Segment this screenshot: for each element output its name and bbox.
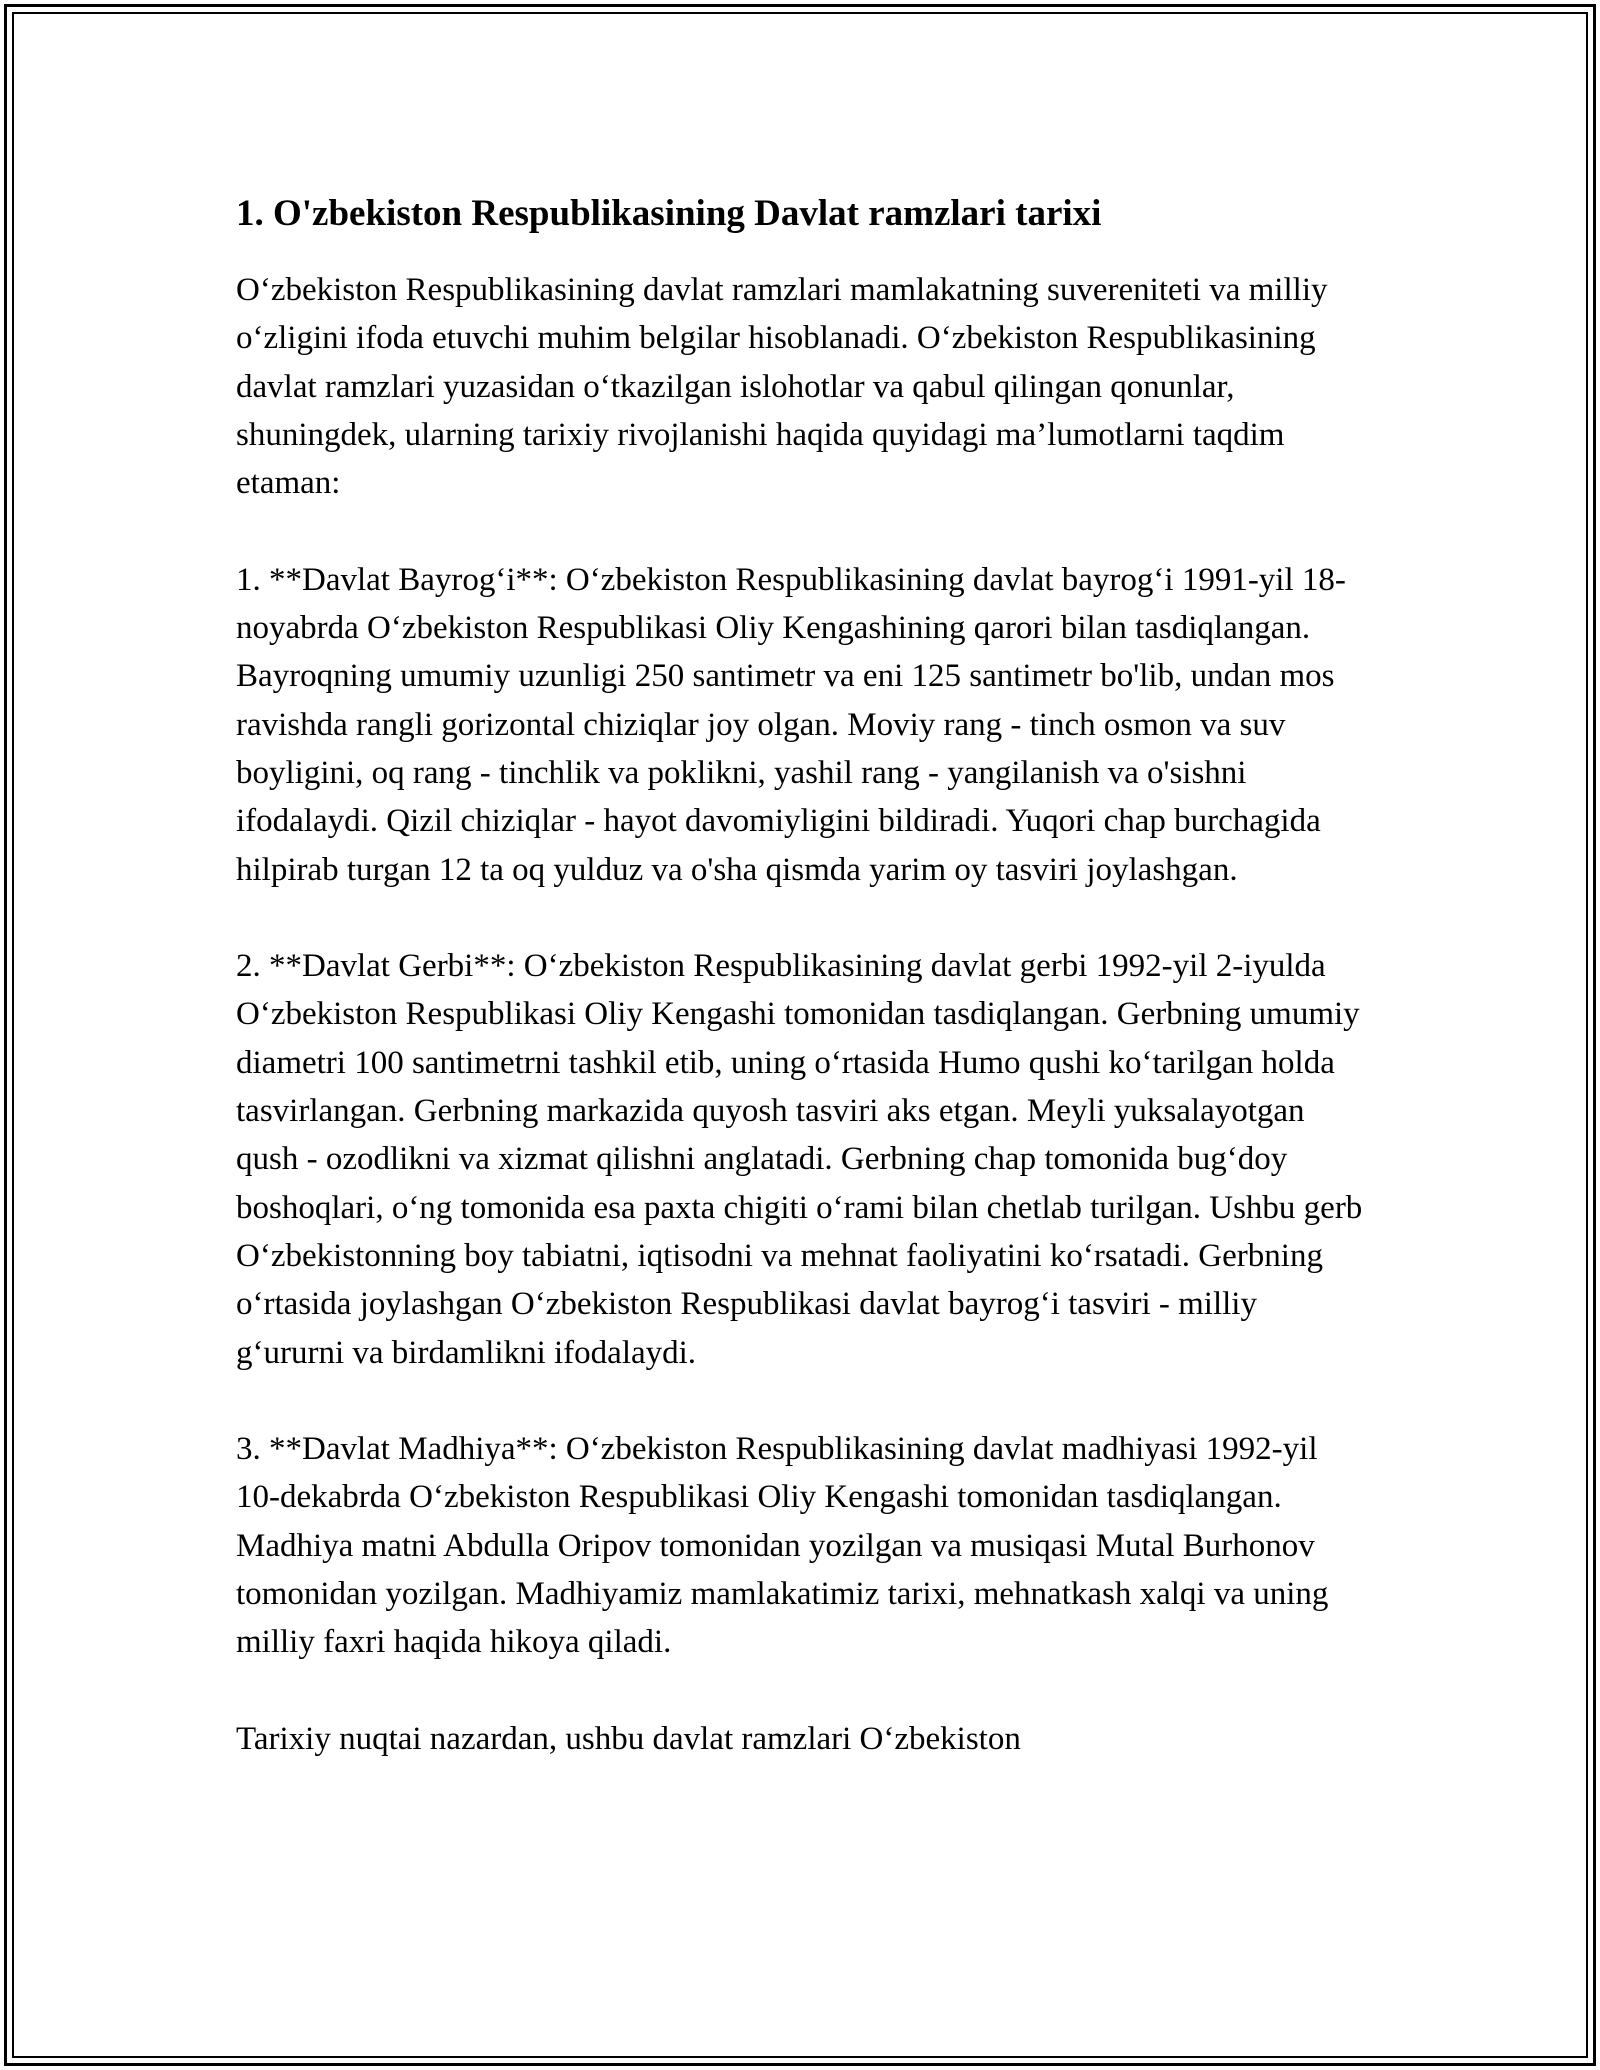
emblem-paragraph: 2. **Davlat Gerbi**: O‘zbekiston Respublikasining davlat gerbi 1992-yil 2-iyulda O‘zbekiston Respublikasi Oliy Kengashi tomonidan tasdiqlangan. Gerbning umumiy diametri 100 santimetrni tashkil etib, uning o‘rtasida Humo qushi ko‘tarilgan holda tasvirlangan. Gerbning markazida quyosh tasviri aks etgan. Meyli yuksalayotgan qush - ozodlikni va xizmat qilishni anglatadi. Gerbning chap tomonida bug‘doy boshoqlari, o‘ng tomonida esa paxta chigiti o‘rami bilan chetlab turilgan. Ushbu gerb O‘zbekistonning boy tabiatni, iqtisodni va mehnat faoliyatini ko‘rsatadi. Gerbning o‘rtasida joylashgan O‘zbekiston Respublikasi davlat bayrog‘i tasviri - milliy g‘ururni va birdamlikni ifodalaydi.: [236, 948, 1363, 1371]
closing-paragraph: Tarixiy nuqtai nazardan, ushbu davlat ramzlari O‘zbekiston: [236, 1720, 1021, 1757]
flag-paragraph: 1. **Davlat Bayrog‘i**: O‘zbekiston Respublikasining davlat bayrog‘i 1991-yil 18-noyabrda O‘zbekiston Respublikasi Oliy Kengashining qarori bilan tasdiqlangan. Bayroqning umumiy uzunligi 250 santimetr va eni 125 santimetr bo'lib, undan mos ravishda rangli gorizontal chiziqlar joy olgan. Moviy rang - tinch osmon va suv boyligini, oq rang - tinchlik va poklikni, yashil rang - yangilanish va o'sishni ifodalaydi. Qizil chiziqlar - hayot davomiyligini bildiradi. Yuqori chap burchagida hilpirab turgan 12 ta oq yulduz va o'sha qismda yarim oy tasviri joylashgan.: [236, 561, 1346, 888]
document-body: [236, 188, 1366, 1763]
document-heading: 1. O'zbekiston Respublikasining Davlat ramzlari tarixi: [236, 193, 1102, 234]
intro-paragraph: O‘zbekiston Respublikasining davlat ramzlari mamlakatning suvereniteti va milliy o‘zligini ifoda etuvchi muhim belgilar hisoblanadi. O‘zbekiston Respublikasining davlat ramzlari yuzasidan o‘tkazilgan islohotlar va qabul qilingan qonunlar, shuningdek, ularning tarixiy rivojlanishi haqida quyidagi ma’lumotlarni taqdim etaman:: [236, 272, 1328, 502]
anthem-paragraph: 3. **Davlat Madhiya**: O‘zbekiston Respublikasining davlat madhiyasi 1992-yil 10-dekabrda O‘zbekiston Respublikasi Oliy Kengashi tomonidan tasdiqlangan. Madhiya matni Abdulla Oripov tomonidan yozilgan va musiqasi Mutal Burhonov tomonidan yozilgan. Madhiyamiz mamlakatimiz tarixi, mehnatkash xalqi va uning milliy faxri haqida hikoya qiladi.: [236, 1431, 1329, 1661]
